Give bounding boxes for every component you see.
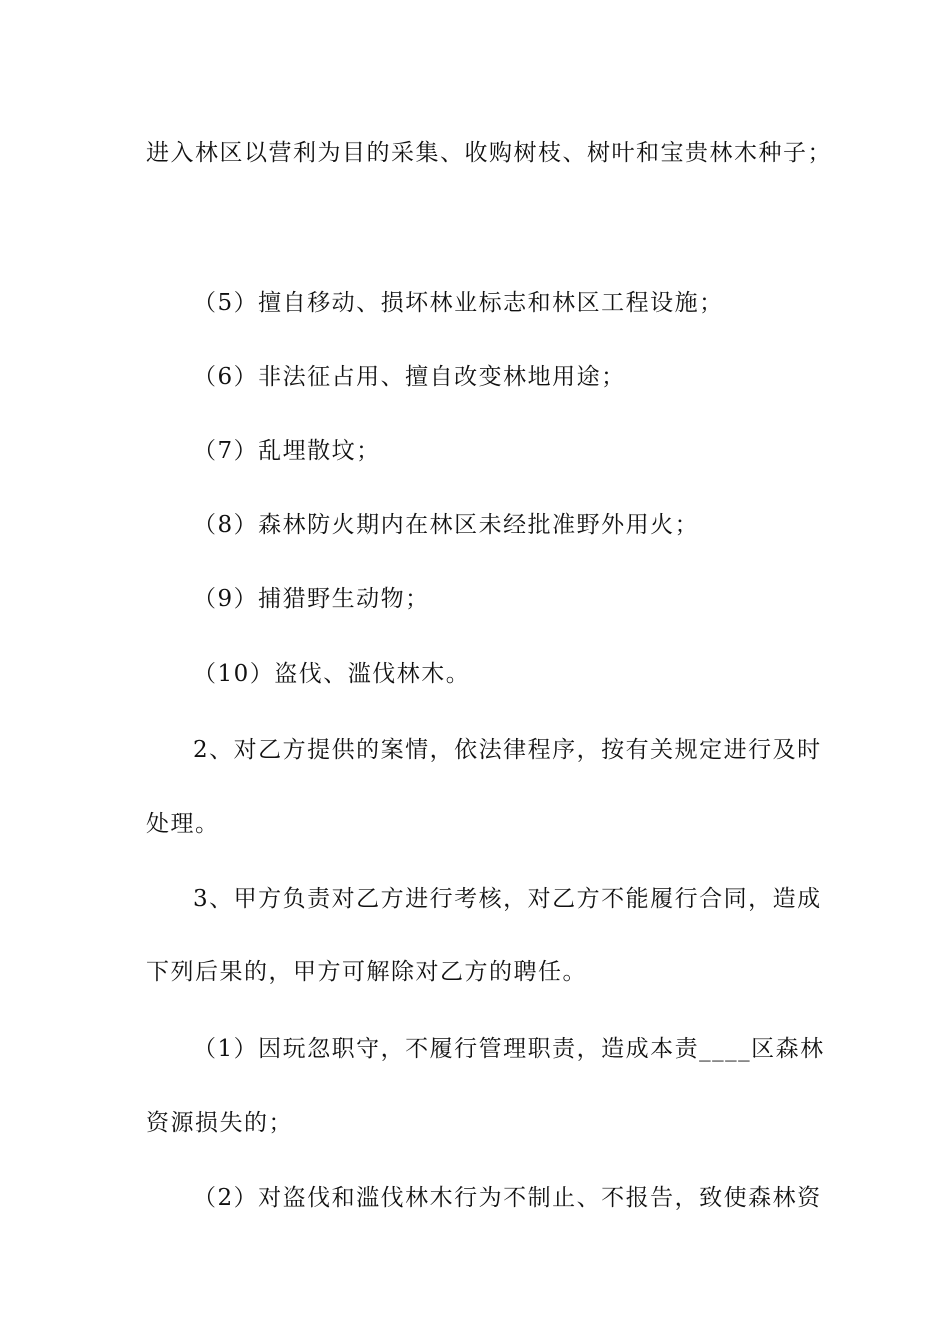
list-item-7: （7）乱埋散坟； [193,438,381,464]
clause-3-line-2: 下列后果的，甲方可解除对乙方的聘任。 [146,959,587,985]
list-item-9: （9）捕猎野生动物； [193,586,430,612]
list-item-8: （8）森林防火期内在林区未经批准野外用火； [193,512,700,538]
clause-3-line-1: 3、甲方负责对乙方进行考核，对乙方不能履行合同，造成 [193,886,822,912]
clause-2-line-2: 处理。 [146,811,220,837]
subclause-1-line-1: （1）因玩忽职守，不履行管理职责，造成本责____区森林 [193,1036,825,1062]
list-item-5: （5）擅自移动、损坏林业标志和林区工程设施； [193,290,724,316]
paragraph-line-1: 进入林区以营利为目的采集、收购树枝、树叶和宝贵林木种子； [146,140,832,166]
subclause-2-line-1: （2）对盗伐和滥伐林木行为不制止、不报告，致使森林资 [193,1185,822,1211]
clause-2-line-1: 2、对乙方提供的案情，依法律程序，按有关规定进行及时 [193,737,822,763]
list-item-10: （10）盗伐、滥伐林木。 [193,661,471,687]
list-item-6: （6）非法征占用、擅自改变林地用途； [193,364,626,390]
subclause-1-line-2: 资源损失的； [146,1110,293,1136]
